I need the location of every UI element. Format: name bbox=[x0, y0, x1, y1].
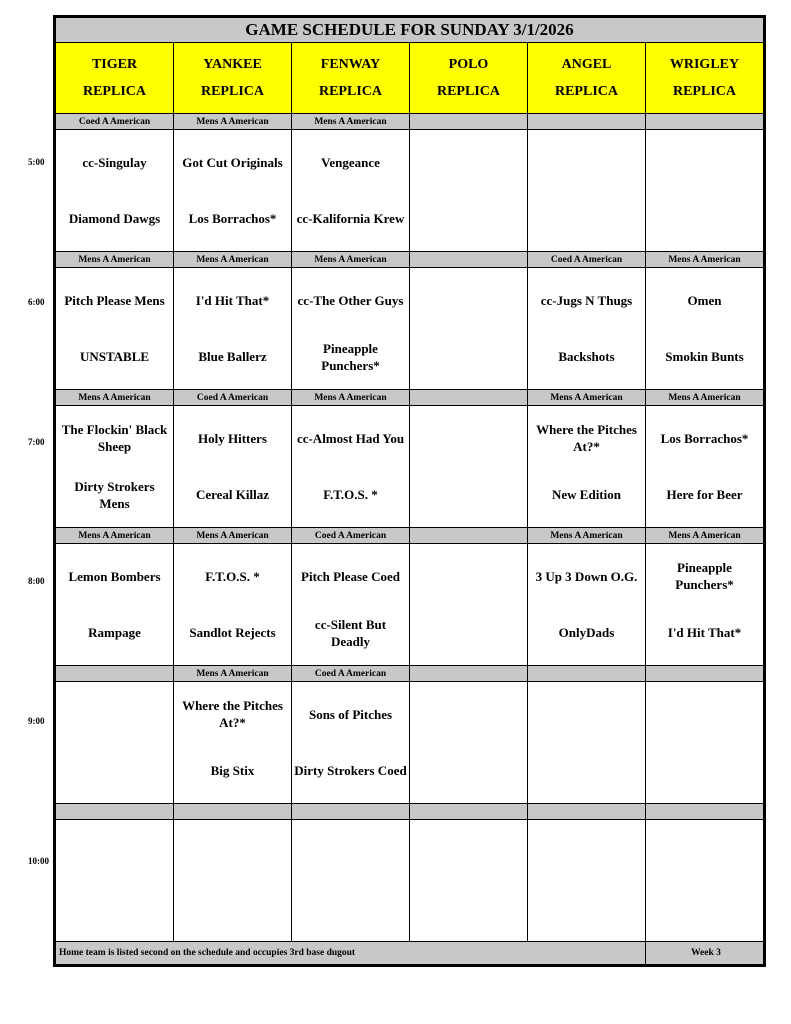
schedule-sheet bbox=[53, 15, 766, 967]
game-cell bbox=[174, 544, 292, 666]
away-team: The Flockin' Black Sheep bbox=[61, 422, 168, 455]
home-team bbox=[412, 199, 525, 239]
game-cell bbox=[292, 820, 410, 942]
division-label bbox=[528, 666, 646, 682]
game-cell bbox=[174, 406, 292, 528]
game-cell bbox=[56, 820, 174, 942]
division-label bbox=[174, 804, 292, 820]
division-label bbox=[410, 390, 528, 406]
game-row bbox=[56, 406, 764, 528]
home-team: Big Stix bbox=[210, 763, 255, 779]
away-team: Sons of Pitches bbox=[308, 706, 393, 722]
division-label: Mens A American bbox=[646, 252, 764, 268]
home-team: Dirty Strokers Mens bbox=[74, 478, 155, 511]
game-cell bbox=[410, 268, 528, 390]
game-cell bbox=[528, 406, 646, 528]
away-team: cc-The Other Guys bbox=[297, 292, 404, 308]
game-cell bbox=[174, 682, 292, 804]
division-label: Mens A American bbox=[174, 252, 292, 268]
division-row bbox=[56, 528, 764, 544]
time-label-6: 6:00 bbox=[28, 297, 45, 307]
division-label: Mens A American bbox=[292, 114, 410, 130]
away-team: Omen bbox=[687, 292, 722, 308]
game-cell bbox=[292, 268, 410, 390]
division-label bbox=[410, 804, 528, 820]
field-header: ANGEL REPLICA bbox=[528, 43, 646, 114]
division-label bbox=[646, 114, 764, 130]
home-team bbox=[412, 337, 525, 377]
home-team: Sandlot Rejects bbox=[189, 625, 276, 641]
away-team bbox=[412, 556, 525, 596]
time-label-9: 9:00 bbox=[28, 716, 45, 726]
home-team: Pineapple Punchers* bbox=[321, 340, 380, 373]
field-header: POLO REPLICA bbox=[410, 43, 528, 114]
home-team: Cereal Killaz bbox=[195, 487, 270, 503]
home-team: UNSTABLE bbox=[79, 349, 150, 365]
division-label: Mens A American bbox=[646, 528, 764, 544]
division-row bbox=[56, 114, 764, 130]
away-team bbox=[294, 832, 407, 872]
division-label: Mens A American bbox=[56, 252, 174, 268]
division-label bbox=[646, 666, 764, 682]
game-cell bbox=[292, 406, 410, 528]
game-cell bbox=[528, 544, 646, 666]
game-cell bbox=[528, 820, 646, 942]
home-team bbox=[648, 199, 761, 239]
home-team: I'd Hit That* bbox=[667, 625, 742, 641]
game-cell bbox=[646, 406, 764, 528]
away-team: I'd Hit That* bbox=[195, 292, 270, 308]
game-row bbox=[56, 544, 764, 666]
away-team bbox=[412, 142, 525, 182]
game-cell bbox=[410, 130, 528, 252]
home-team bbox=[294, 889, 407, 929]
away-team: cc-Almost Had You bbox=[296, 430, 405, 446]
division-label bbox=[410, 528, 528, 544]
game-row bbox=[56, 268, 764, 390]
division-label bbox=[410, 114, 528, 130]
game-cell bbox=[174, 130, 292, 252]
division-label: Mens A American bbox=[174, 114, 292, 130]
home-team: Blue Ballerz bbox=[198, 349, 267, 365]
week-label: Week 3 bbox=[646, 942, 764, 965]
division-label: Mens A American bbox=[528, 390, 646, 406]
away-team: cc-Jugs N Thugs bbox=[540, 292, 633, 308]
division-label: Coed A American bbox=[292, 666, 410, 682]
division-label: Mens A American bbox=[56, 528, 174, 544]
division-label bbox=[410, 252, 528, 268]
home-team: F.T.O.S. * bbox=[323, 487, 378, 503]
away-team: 3 Up 3 Down O.G. bbox=[535, 568, 638, 584]
home-team: Backshots bbox=[558, 349, 615, 365]
away-team bbox=[58, 832, 171, 872]
home-team bbox=[58, 889, 171, 929]
home-team bbox=[58, 751, 171, 791]
home-team: New Edition bbox=[552, 487, 621, 503]
division-label bbox=[56, 804, 174, 820]
game-cell bbox=[528, 130, 646, 252]
time-label-5: 5:00 bbox=[28, 157, 45, 167]
home-team: cc-Silent But Deadly bbox=[314, 616, 387, 649]
home-team: OnlyDads bbox=[558, 625, 615, 641]
away-team: Pineapple Punchers* bbox=[675, 560, 734, 593]
away-team bbox=[530, 832, 643, 872]
time-label-8: 8:00 bbox=[28, 576, 45, 586]
game-cell bbox=[56, 268, 174, 390]
away-team: Pitch Please Coed bbox=[301, 568, 400, 584]
time-label-10: 10:00 bbox=[28, 856, 49, 866]
away-team bbox=[530, 694, 643, 734]
field-header: TIGER REPLICA bbox=[56, 43, 174, 114]
game-row bbox=[56, 820, 764, 942]
game-cell bbox=[646, 682, 764, 804]
schedule-table bbox=[55, 17, 764, 965]
division-label bbox=[528, 804, 646, 820]
game-cell bbox=[56, 544, 174, 666]
division-label: Coed A American bbox=[292, 528, 410, 544]
away-team: Where the Pitches At?* bbox=[536, 422, 637, 455]
field-header-row bbox=[56, 43, 764, 114]
division-label: Mens A American bbox=[174, 666, 292, 682]
division-row bbox=[56, 390, 764, 406]
away-team bbox=[648, 142, 761, 182]
division-label: Mens A American bbox=[646, 390, 764, 406]
away-team: Los Borrachos* bbox=[660, 430, 749, 446]
division-label: Coed A American bbox=[528, 252, 646, 268]
home-team bbox=[530, 751, 643, 791]
away-team bbox=[412, 280, 525, 320]
game-cell bbox=[410, 406, 528, 528]
away-team bbox=[648, 694, 761, 734]
home-team bbox=[176, 889, 289, 929]
game-cell bbox=[292, 682, 410, 804]
away-team bbox=[176, 832, 289, 872]
game-row bbox=[56, 130, 764, 252]
game-row bbox=[56, 682, 764, 804]
division-row bbox=[56, 804, 764, 820]
division-label: Mens A American bbox=[528, 528, 646, 544]
away-team: Holy Hitters bbox=[198, 430, 267, 446]
home-team: Los Borrachos* bbox=[188, 211, 277, 227]
away-team: cc-Singulay bbox=[82, 154, 147, 170]
game-cell bbox=[410, 682, 528, 804]
home-team: Here for Beer bbox=[666, 487, 743, 503]
away-team: Got Cut Originals bbox=[182, 154, 283, 170]
division-label bbox=[528, 114, 646, 130]
away-team bbox=[530, 142, 643, 182]
away-team: Pitch Please Mens bbox=[64, 292, 165, 308]
game-cell bbox=[410, 820, 528, 942]
game-cell bbox=[528, 268, 646, 390]
home-team bbox=[412, 889, 525, 929]
game-cell bbox=[174, 820, 292, 942]
home-team: Diamond Dawgs bbox=[68, 211, 161, 227]
home-team bbox=[530, 199, 643, 239]
division-label: Mens A American bbox=[174, 528, 292, 544]
game-cell bbox=[292, 130, 410, 252]
away-team bbox=[648, 832, 761, 872]
division-label bbox=[292, 804, 410, 820]
away-team: Vengeance bbox=[321, 154, 380, 170]
home-team bbox=[648, 751, 761, 791]
division-label: Coed A American bbox=[174, 390, 292, 406]
game-cell bbox=[528, 682, 646, 804]
game-cell bbox=[646, 130, 764, 252]
away-team: F.T.O.S. * bbox=[205, 568, 260, 584]
field-header: WRIGLEY REPLICA bbox=[646, 43, 764, 114]
page-title: GAME SCHEDULE FOR SUNDAY 3/1/2026 bbox=[56, 18, 764, 43]
home-team: Smokin Bunts bbox=[665, 349, 744, 365]
away-team bbox=[412, 418, 525, 458]
game-cell bbox=[646, 268, 764, 390]
game-cell bbox=[56, 682, 174, 804]
footer-row bbox=[56, 942, 764, 965]
away-team: Lemon Bombers bbox=[68, 568, 161, 584]
away-team: Where the Pitches At?* bbox=[182, 698, 283, 731]
division-row bbox=[56, 252, 764, 268]
game-cell bbox=[56, 406, 174, 528]
division-label: Mens A American bbox=[292, 390, 410, 406]
game-cell bbox=[56, 130, 174, 252]
away-team bbox=[58, 694, 171, 734]
division-label bbox=[410, 666, 528, 682]
game-cell bbox=[410, 544, 528, 666]
division-label bbox=[56, 666, 174, 682]
division-label: Mens A American bbox=[56, 390, 174, 406]
game-cell bbox=[292, 544, 410, 666]
field-header: FENWAY REPLICA bbox=[292, 43, 410, 114]
division-label: Coed A American bbox=[56, 114, 174, 130]
away-team bbox=[412, 694, 525, 734]
home-team bbox=[412, 475, 525, 515]
home-team bbox=[530, 889, 643, 929]
away-team bbox=[412, 832, 525, 872]
home-team: cc-Kalifornia Krew bbox=[296, 211, 405, 227]
home-team bbox=[412, 613, 525, 653]
footer-note: Home team is listed second on the schedule and occupies 3rd base dugout bbox=[56, 942, 646, 965]
home-team: Dirty Strokers Coed bbox=[294, 763, 407, 779]
game-cell bbox=[646, 820, 764, 942]
division-row bbox=[56, 666, 764, 682]
time-label-7: 7:00 bbox=[28, 437, 45, 447]
home-team bbox=[648, 889, 761, 929]
home-team bbox=[412, 751, 525, 791]
field-header: YANKEE REPLICA bbox=[174, 43, 292, 114]
division-label: Mens A American bbox=[292, 252, 410, 268]
division-label bbox=[646, 804, 764, 820]
game-cell bbox=[646, 544, 764, 666]
home-team: Rampage bbox=[88, 625, 141, 641]
game-cell bbox=[174, 268, 292, 390]
